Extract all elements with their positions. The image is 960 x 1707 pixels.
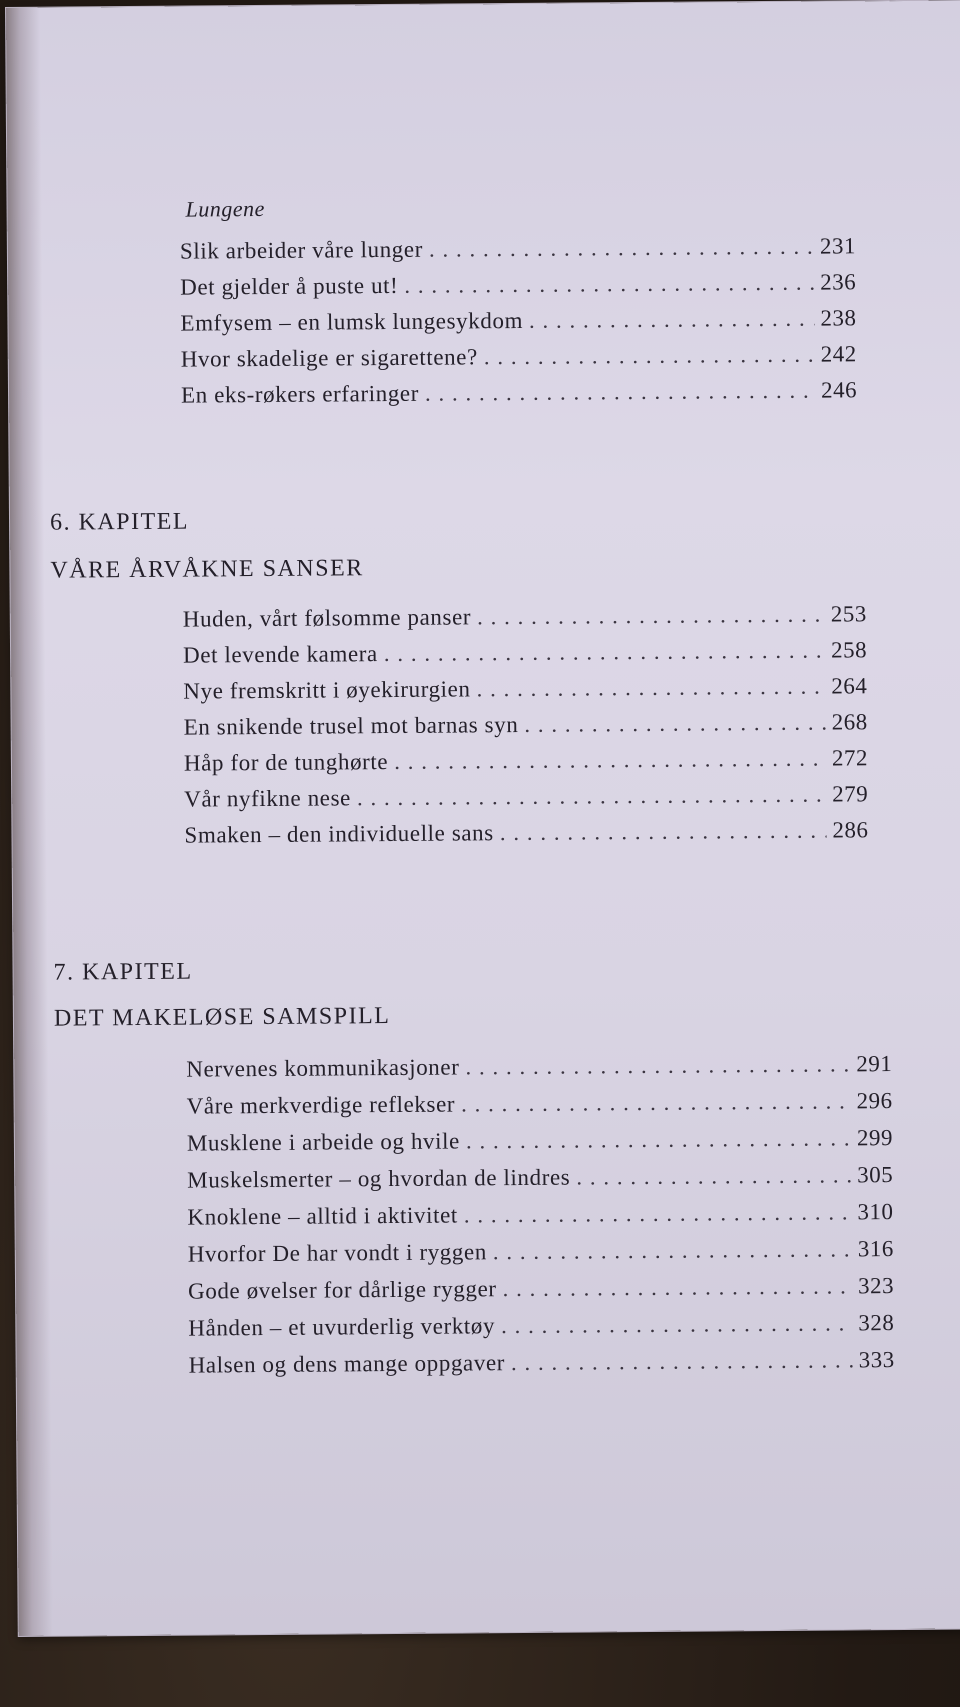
toc-entry-title: Huden, vårt følsomme panser xyxy=(182,604,472,632)
toc-entry-page: 310 xyxy=(857,1199,894,1225)
toc-entry xyxy=(188,1273,894,1305)
toc-entry xyxy=(183,601,867,632)
toc-entry-page: 323 xyxy=(857,1273,895,1299)
leader-dots xyxy=(425,378,815,407)
toc-entry xyxy=(180,305,856,336)
toc-entry-title: Halsen og dens mange oppgaver xyxy=(188,1350,506,1378)
toc-entry xyxy=(184,817,868,848)
toc-entry-title: Våre merkverdige reflekser xyxy=(186,1091,456,1119)
toc-entry xyxy=(189,1347,895,1379)
toc-entry-title: Nervenes kommunikasjoner xyxy=(186,1054,460,1082)
toc-entry-page: 316 xyxy=(857,1236,894,1262)
leader-dots xyxy=(357,782,826,812)
toc-entry-page: 231 xyxy=(819,233,856,259)
chapter-number-6: 6. KAPITEL xyxy=(49,508,190,536)
toc-entry xyxy=(183,673,867,704)
leader-dots xyxy=(493,1236,852,1265)
toc-entry-page: 286 xyxy=(832,817,869,843)
toc-entry-page: 268 xyxy=(831,709,868,735)
toc-entry-page: 296 xyxy=(856,1088,893,1114)
section-subheading-lungene: Lungene xyxy=(185,195,265,222)
toc-entry-title: Emfysem – en lumsk lungesykdom xyxy=(180,307,524,336)
leader-dots xyxy=(500,818,827,847)
leader-dots xyxy=(576,1162,851,1190)
toc-entry-page: 291 xyxy=(856,1051,893,1077)
toc-entry-page: 299 xyxy=(856,1125,893,1151)
toc-entry xyxy=(181,341,857,372)
toc-entry xyxy=(187,1162,893,1194)
toc-entry-title: En eks-røkers erfaringer xyxy=(180,380,420,408)
toc-entry xyxy=(183,637,867,668)
leader-dots xyxy=(484,342,815,371)
toc-entry xyxy=(187,1199,893,1231)
toc-entry-title: Hånden – et uvurderlig verktøy xyxy=(188,1313,496,1341)
toc-entry-title: Muskelsmerter – og hvordan de lindres xyxy=(187,1164,571,1193)
toc-entry-title: Håp for de tunghørte xyxy=(183,749,389,776)
toc-entry-page: 279 xyxy=(832,781,869,807)
toc-entry xyxy=(188,1236,894,1268)
toc-entry-page: 305 xyxy=(857,1162,894,1188)
chapter-number-7: 7. KAPITEL xyxy=(53,958,193,986)
toc-entry-title: Vår nyfikne nese xyxy=(184,785,352,812)
toc-entry-page: 272 xyxy=(831,745,869,771)
toc-entry xyxy=(186,1051,892,1083)
leader-dots xyxy=(404,270,814,299)
toc-entry-page: 242 xyxy=(820,341,857,367)
leader-dots xyxy=(477,602,825,631)
leader-dots xyxy=(501,1310,852,1339)
toc-entry-title: Knoklene – alltid i aktivitet xyxy=(187,1202,458,1230)
leader-dots xyxy=(466,1125,851,1154)
toc-entry-title: Slik arbeider våre lunger xyxy=(179,236,424,264)
toc-entry xyxy=(181,377,857,408)
toc-entry-page: 246 xyxy=(820,377,858,403)
leader-dots xyxy=(465,1051,850,1080)
toc-entry-page: 328 xyxy=(858,1310,895,1336)
chapter-title-7: DET MAKELØSE SAMSPILL xyxy=(53,1003,391,1032)
toc-entry xyxy=(184,745,868,776)
toc-entry-title: Det gjelder å puste ut! xyxy=(180,272,399,300)
toc-entry-title: En snikende trusel mot barnas syn xyxy=(183,711,519,740)
toc-entry xyxy=(180,269,856,300)
toc-entry xyxy=(188,1310,894,1342)
leader-dots xyxy=(394,746,826,775)
toc-entry-title: Nye fremskritt i øyekirurgien xyxy=(183,676,471,704)
toc-entry-title: Gode øvelser for dårlige rygger xyxy=(187,1276,497,1304)
book-page xyxy=(6,0,960,1635)
toc-entry xyxy=(184,709,868,740)
leader-dots xyxy=(524,710,825,738)
toc-entry-page: 238 xyxy=(820,305,857,331)
leader-dots xyxy=(464,1199,852,1228)
toc-entry xyxy=(184,781,868,812)
table-of-contents xyxy=(6,0,960,1635)
toc-entry-page: 258 xyxy=(830,637,868,663)
toc-entry-title: Hvorfor De har vondt i ryggen xyxy=(187,1239,487,1267)
toc-entry xyxy=(180,233,856,264)
toc-entry-page: 264 xyxy=(831,673,868,699)
leader-dots xyxy=(429,234,814,263)
leader-dots xyxy=(511,1347,853,1376)
toc-entry xyxy=(187,1125,893,1157)
toc-entry-title: Smaken – den individuelle sans xyxy=(184,820,494,848)
leader-dots xyxy=(529,306,815,334)
toc-entry-title: Det levende kamera xyxy=(182,641,378,668)
leader-dots xyxy=(384,638,825,667)
leader-dots xyxy=(503,1273,853,1302)
leader-dots xyxy=(461,1088,851,1117)
leader-dots xyxy=(476,674,825,703)
toc-entry xyxy=(187,1088,893,1120)
toc-entry-title: Hvor skadelige er sigarettene? xyxy=(180,344,478,372)
toc-entry-page: 236 xyxy=(820,269,857,295)
toc-entry-page: 333 xyxy=(858,1347,895,1373)
toc-entry-page: 253 xyxy=(830,601,867,627)
chapter-title-6: VÅRE ÅRVÅKNE SANSER xyxy=(50,555,364,584)
toc-entry-title: Musklene i arbeide og hvile xyxy=(186,1128,460,1156)
